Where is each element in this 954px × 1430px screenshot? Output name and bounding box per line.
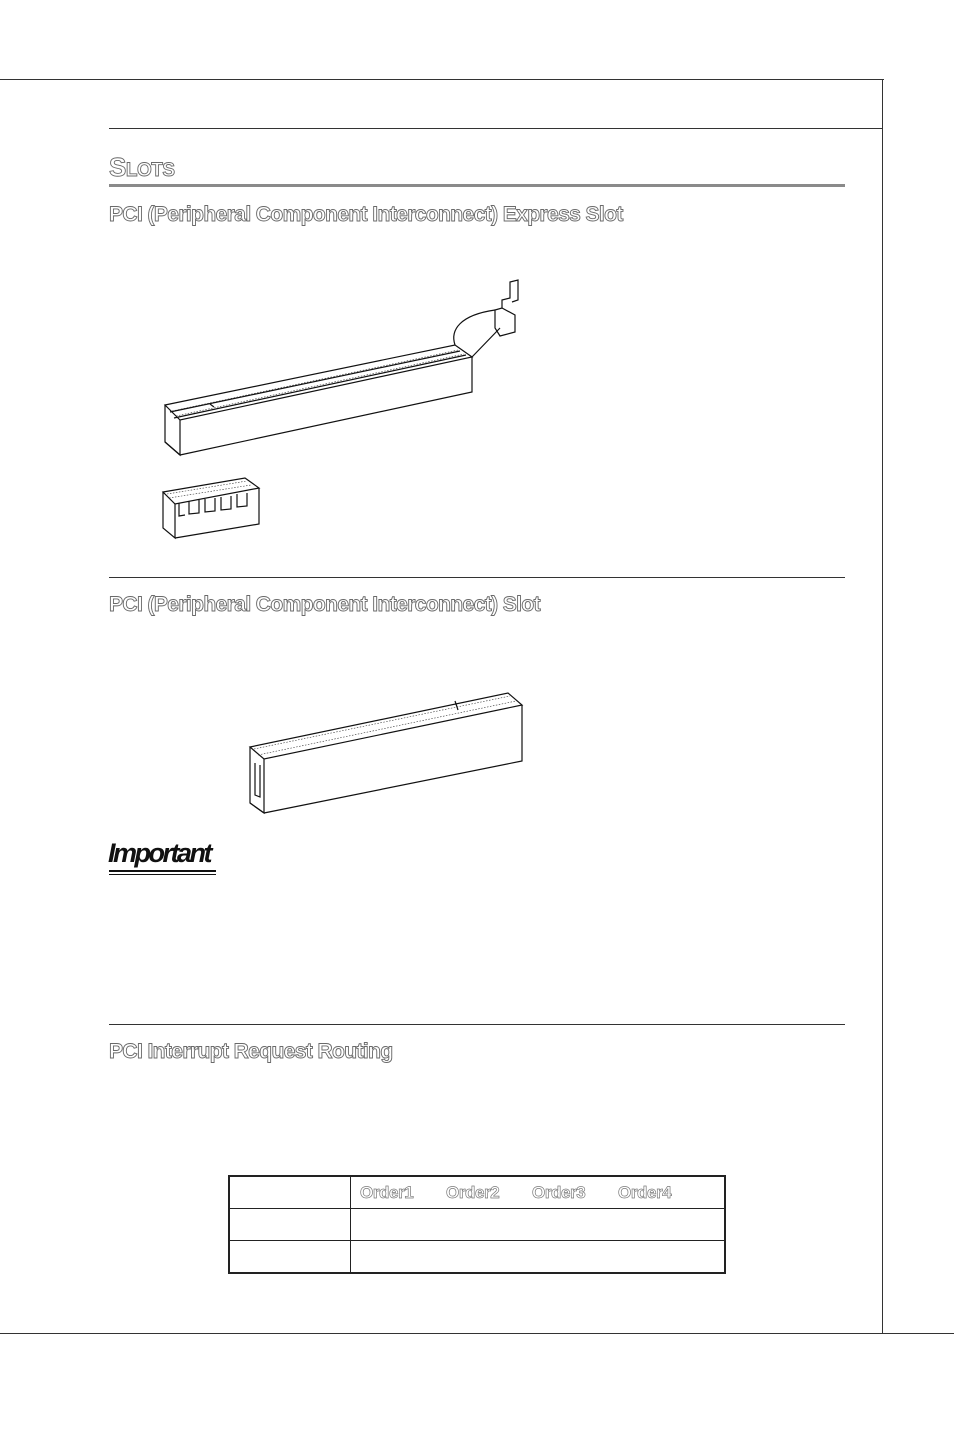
- order-header-cell: [351, 1176, 726, 1209]
- header-rule: [109, 128, 883, 129]
- section-rule-irq: [109, 1024, 845, 1025]
- section-heading-pcie: PCI (Peripheral Component Interconnect) Express Slot: [109, 203, 623, 226]
- page-right-rule: [882, 79, 883, 1334]
- table-corner-cell: [229, 1176, 351, 1209]
- table-header-row: [229, 1176, 725, 1209]
- section-rule-pci: [109, 577, 845, 578]
- section-heading-irq: PCI Interrupt Request Routing: [109, 1040, 393, 1063]
- page-title: [109, 152, 175, 183]
- row-value-cell: [351, 1209, 726, 1241]
- title-underline: [109, 184, 845, 187]
- page-top-rule: [0, 79, 884, 80]
- important-underline-thin: [109, 874, 216, 875]
- pcie-x16-slot-illustration: [150, 270, 540, 470]
- table-row: [229, 1209, 725, 1241]
- table-row: [229, 1241, 725, 1274]
- section-heading-pci: PCI (Peripheral Component Interconnect) Slot: [109, 593, 540, 616]
- column-header: Order2: [446, 1182, 500, 1202]
- pcie-x1-slot-illustration: [155, 470, 270, 545]
- irq-routing-table: [228, 1175, 726, 1274]
- column-header: Order3: [532, 1182, 586, 1202]
- row-label-cell: [229, 1209, 351, 1241]
- title-rest: LOTS: [125, 160, 175, 181]
- row-value-cell: [351, 1241, 726, 1274]
- page-bottom-rule: [0, 1333, 954, 1334]
- important-label: Important: [108, 838, 210, 868]
- column-header: Order1: [360, 1182, 414, 1202]
- pci-slot-illustration: [240, 685, 535, 825]
- important-underline: [109, 870, 216, 872]
- row-label-cell: [229, 1241, 351, 1274]
- title-initial: S: [109, 152, 126, 182]
- column-header: Order4: [618, 1182, 672, 1202]
